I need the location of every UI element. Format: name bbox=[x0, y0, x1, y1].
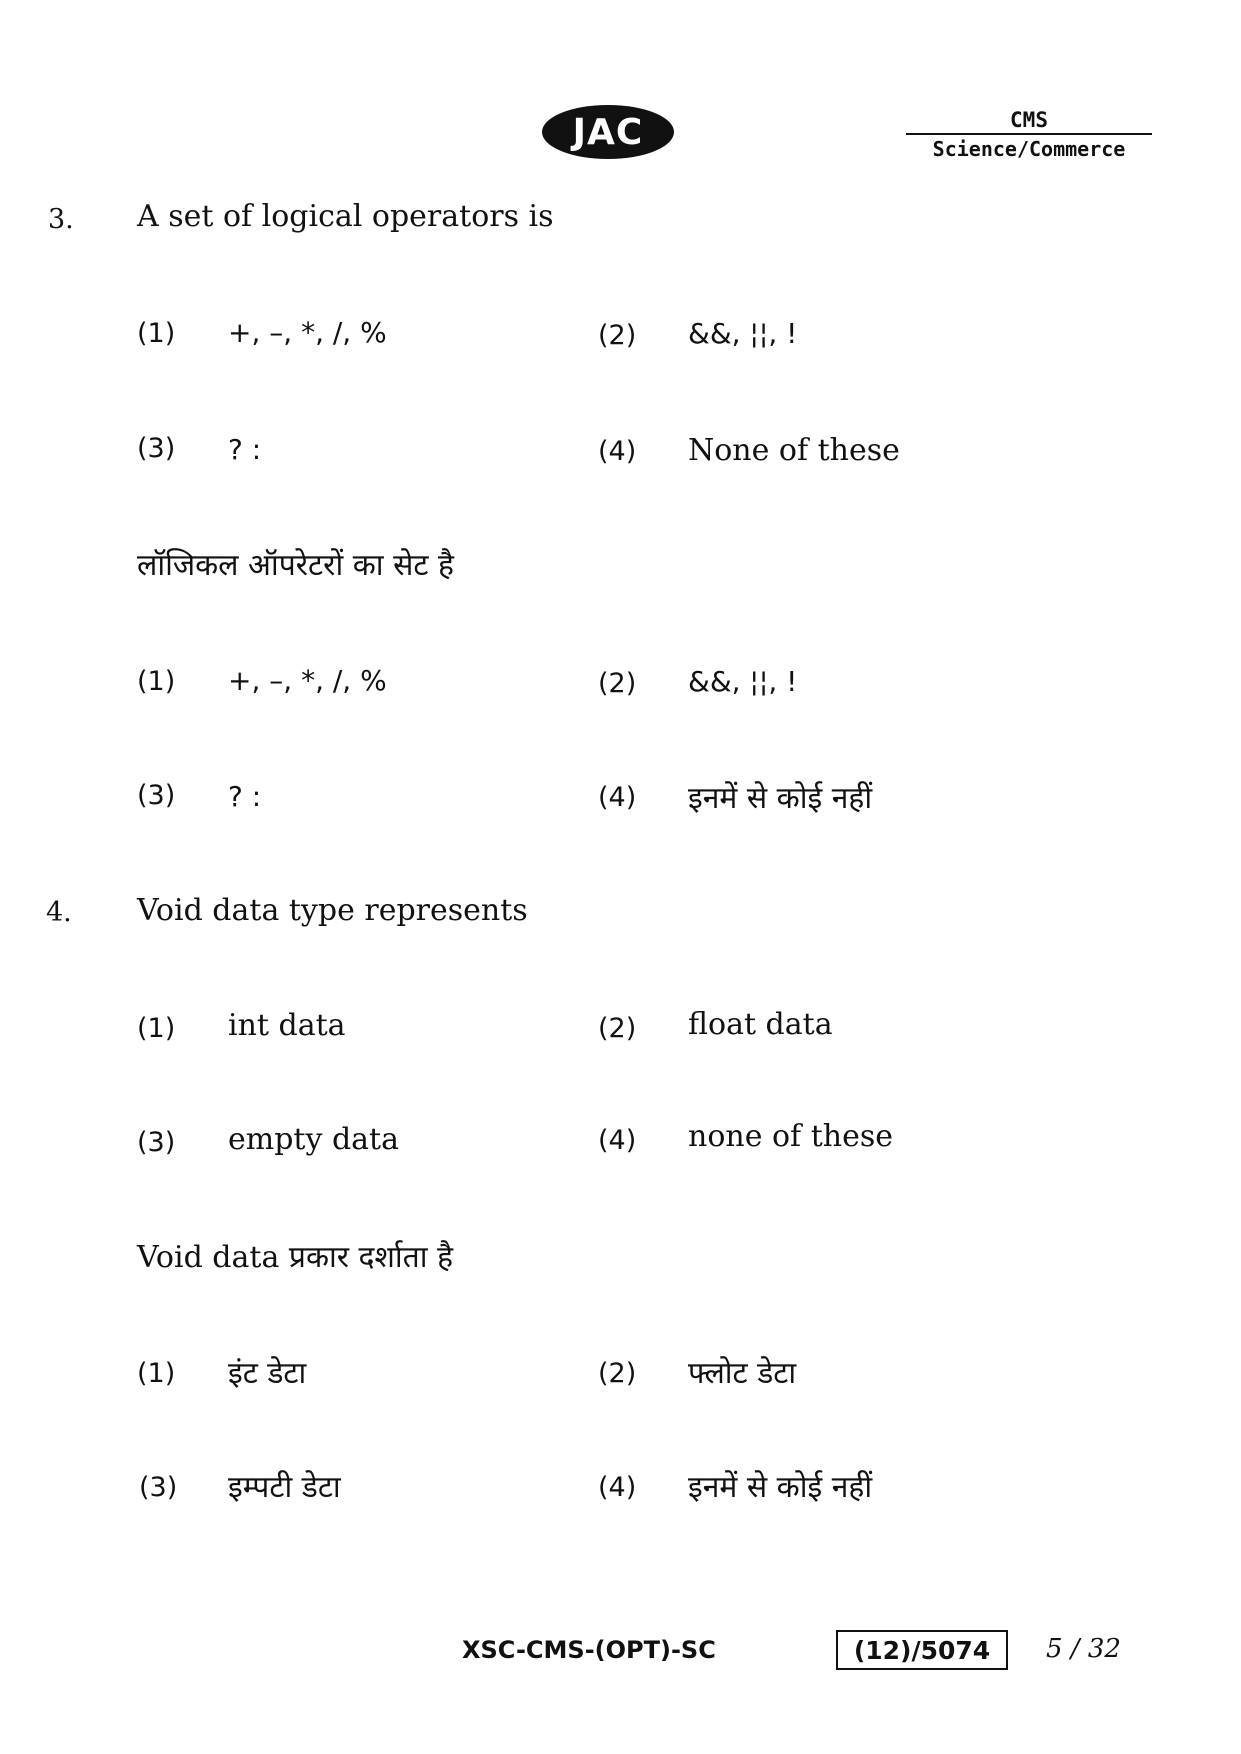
option-text: ? : bbox=[228, 780, 262, 813]
option-text: int data bbox=[228, 1008, 346, 1043]
option-text: none of these bbox=[688, 1119, 893, 1154]
question-number: 3. bbox=[48, 204, 74, 235]
option-text: None of these bbox=[688, 433, 900, 468]
subject-code: CMS bbox=[906, 108, 1152, 135]
subject-stream: Science/Commerce bbox=[932, 137, 1126, 161]
question-stem-hi: लॉजिकल ऑपरेटरों का सेट है bbox=[137, 548, 454, 583]
jac-logo bbox=[542, 105, 674, 159]
question-stem-hi: Void data प्रकार दर्शाता है bbox=[137, 1240, 453, 1275]
paper-code: XSC-CMS-(OPT)-SC bbox=[462, 1636, 716, 1664]
option-number: (4) bbox=[598, 782, 637, 813]
option-text: फ्लोट डेटा bbox=[688, 1356, 797, 1391]
option-number: (1) bbox=[137, 1358, 176, 1389]
option-number: (3) bbox=[139, 1472, 178, 1503]
option-number: (2) bbox=[598, 320, 637, 351]
set-code: (12)/5074 bbox=[853, 1635, 991, 1665]
option-number: (1) bbox=[137, 1013, 176, 1044]
option-text: &&, ¦¦, ! bbox=[688, 665, 798, 698]
option-number: (1) bbox=[137, 666, 176, 697]
subject-label bbox=[906, 108, 1152, 163]
set-code-box bbox=[836, 1630, 1008, 1670]
option-number: (2) bbox=[598, 1358, 637, 1389]
question-stem-en: Void data type represents bbox=[137, 893, 528, 928]
option-number: (3) bbox=[137, 1127, 176, 1158]
page-number: 5 / 32 bbox=[1046, 1634, 1121, 1664]
logo-text: JAC bbox=[572, 111, 644, 153]
option-text: +, –, *, /, % bbox=[228, 316, 387, 349]
option-number: (1) bbox=[137, 318, 176, 349]
question-stem-en: A set of logical operators is bbox=[137, 199, 554, 234]
option-text: इनमें से कोई नहीं bbox=[688, 1470, 873, 1505]
question-number: 4. bbox=[46, 897, 72, 928]
option-text: empty data bbox=[228, 1122, 399, 1157]
option-text: +, –, *, /, % bbox=[228, 664, 387, 697]
option-text: इनमें से कोई नहीं bbox=[688, 781, 873, 816]
option-number: (3) bbox=[137, 780, 176, 811]
option-number: (4) bbox=[598, 436, 637, 467]
option-text: &&, ¦¦, ! bbox=[688, 317, 798, 350]
option-number: (2) bbox=[598, 1013, 637, 1044]
option-number: (3) bbox=[137, 433, 176, 464]
option-number: (4) bbox=[598, 1472, 637, 1503]
option-number: (4) bbox=[598, 1125, 637, 1156]
option-text: इंट डेटा bbox=[228, 1356, 307, 1391]
option-text: इम्पटी डेटा bbox=[228, 1470, 341, 1505]
option-text: float data bbox=[688, 1007, 833, 1042]
option-number: (2) bbox=[598, 668, 637, 699]
option-text: ? : bbox=[228, 433, 262, 466]
